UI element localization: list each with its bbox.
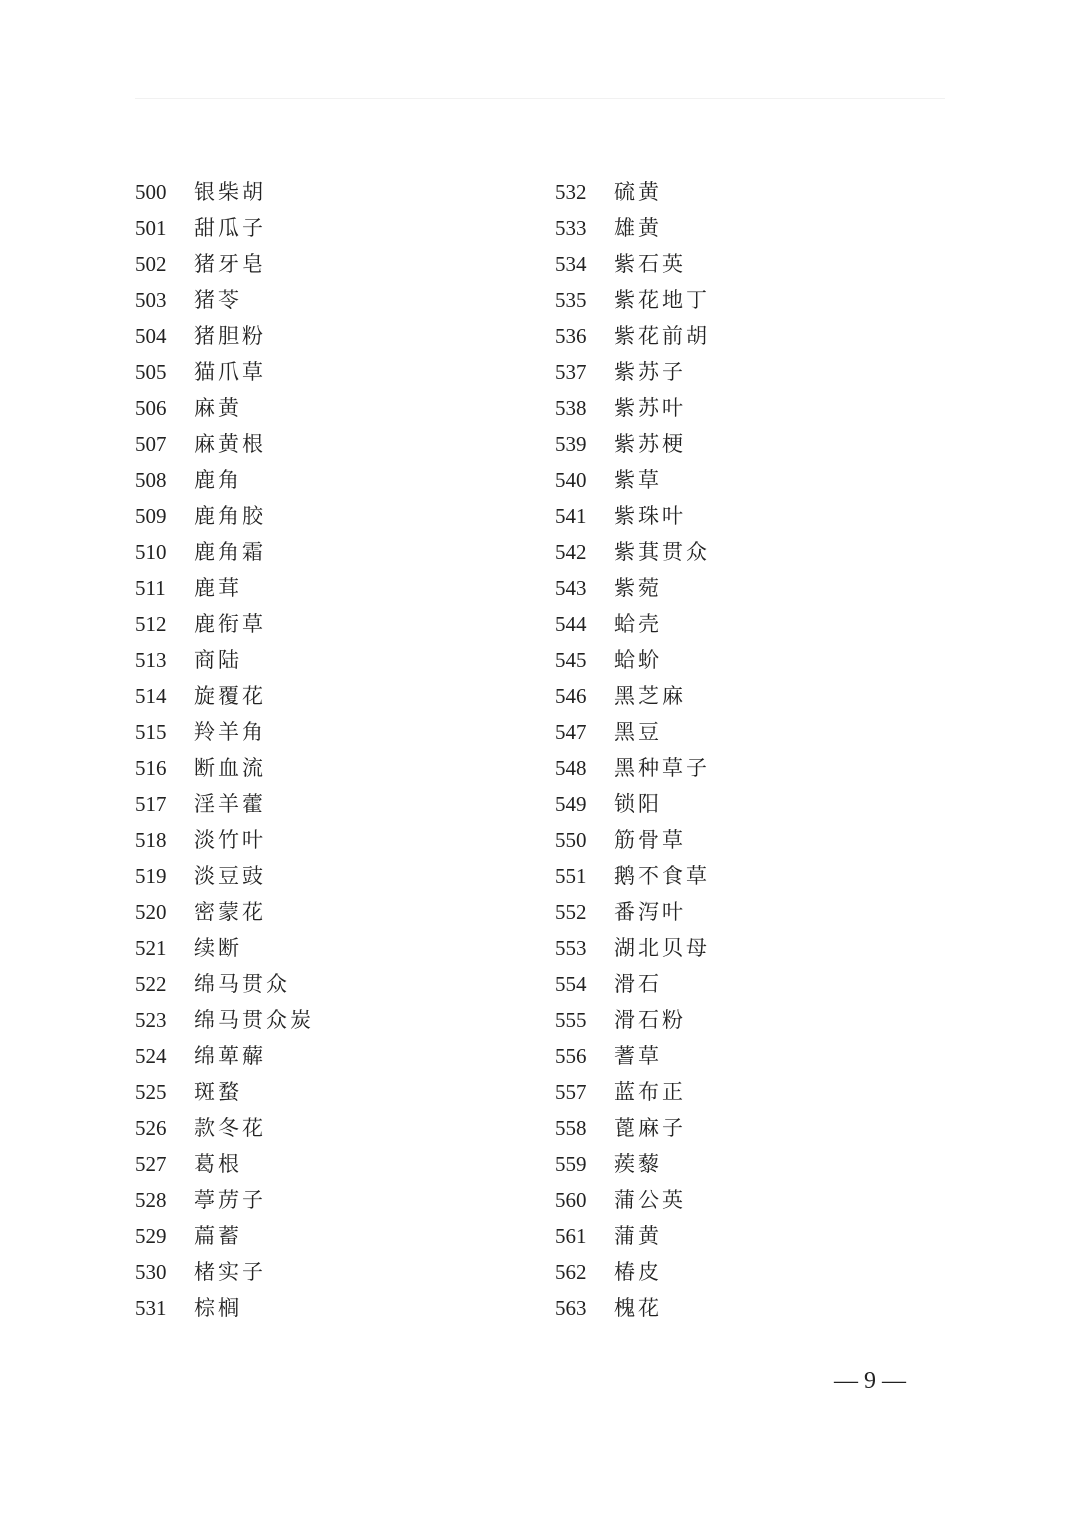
entry-name: 斑蝥 — [194, 1080, 242, 1104]
entry-number: 533 — [555, 216, 587, 240]
list-item — [135, 1218, 535, 1254]
page-number: — 9 — — [834, 1368, 906, 1394]
left-column — [135, 174, 535, 1326]
entry-name: 紫花地丁 — [614, 288, 710, 312]
entry-number: 534 — [555, 252, 587, 276]
entry-number: 544 — [555, 612, 587, 636]
list-item — [555, 642, 955, 678]
list-item — [135, 570, 535, 606]
entry-number: 557 — [555, 1080, 587, 1104]
entry-name: 棕榈 — [194, 1296, 242, 1320]
entry-name: 萹蓄 — [194, 1224, 242, 1248]
list-item — [555, 282, 955, 318]
list-item — [555, 714, 955, 750]
entry-number: 508 — [135, 468, 167, 492]
list-item — [135, 498, 535, 534]
entry-number: 503 — [135, 288, 167, 312]
entry-number: 563 — [555, 1296, 587, 1320]
entry-number: 523 — [135, 1008, 167, 1032]
entry-name: 槐花 — [614, 1296, 662, 1320]
list-item — [555, 174, 955, 210]
entry-number: 537 — [555, 360, 587, 384]
entry-number: 519 — [135, 864, 167, 888]
list-item — [135, 246, 535, 282]
entry-number: 528 — [135, 1188, 167, 1212]
entry-name: 滑石 — [614, 972, 662, 996]
entry-number: 542 — [555, 540, 587, 564]
entry-name: 绵萆薢 — [194, 1044, 266, 1068]
entry-number: 531 — [135, 1296, 167, 1320]
list-item — [555, 390, 955, 426]
list-item — [555, 318, 955, 354]
list-item — [555, 210, 955, 246]
entry-name: 蓖麻子 — [614, 1116, 686, 1140]
entry-name: 续断 — [194, 936, 242, 960]
entry-name: 淫羊藿 — [194, 792, 266, 816]
entry-number: 524 — [135, 1044, 167, 1068]
entry-number: 547 — [555, 720, 587, 744]
entry-name: 黑芝麻 — [614, 684, 686, 708]
entry-name: 番泻叶 — [614, 900, 686, 924]
entry-number: 546 — [555, 684, 587, 708]
entry-number: 509 — [135, 504, 167, 528]
list-item — [555, 1254, 955, 1290]
list-item — [135, 606, 535, 642]
entry-name: 蛤壳 — [614, 612, 662, 636]
entry-name: 紫苏子 — [614, 360, 686, 384]
list-item — [555, 462, 955, 498]
list-item — [135, 534, 535, 570]
entry-number: 527 — [135, 1152, 167, 1176]
entry-name: 猪胆粉 — [194, 324, 266, 348]
entry-number: 505 — [135, 360, 167, 384]
list-item — [135, 786, 535, 822]
list-item — [555, 1218, 955, 1254]
entry-number: 558 — [555, 1116, 587, 1140]
list-item — [135, 1002, 535, 1038]
entry-name: 鹅不食草 — [614, 864, 710, 888]
entry-number: 561 — [555, 1224, 587, 1248]
entry-name: 绵马贯众 — [194, 972, 290, 996]
entry-name: 紫苏梗 — [614, 432, 686, 456]
entry-name: 鹿角霜 — [194, 540, 266, 564]
entry-number: 562 — [555, 1260, 587, 1284]
list-item — [135, 750, 535, 786]
list-item — [135, 1074, 535, 1110]
entry-name: 黑种草子 — [614, 756, 710, 780]
entry-name: 鹿衔草 — [194, 612, 266, 636]
entry-number: 532 — [555, 180, 587, 204]
list-item — [555, 1074, 955, 1110]
entry-number: 530 — [135, 1260, 167, 1284]
entry-number: 556 — [555, 1044, 587, 1068]
list-item — [135, 174, 535, 210]
list-item — [135, 210, 535, 246]
entry-number: 516 — [135, 756, 167, 780]
list-item — [135, 1038, 535, 1074]
list-item — [555, 606, 955, 642]
entry-number: 501 — [135, 216, 167, 240]
entry-name: 黑豆 — [614, 720, 662, 744]
entry-name: 紫草 — [614, 468, 662, 492]
list-item — [135, 642, 535, 678]
entry-number: 554 — [555, 972, 587, 996]
entry-number: 559 — [555, 1152, 587, 1176]
list-item — [135, 282, 535, 318]
entry-name: 蒺藜 — [614, 1152, 662, 1176]
entry-number: 549 — [555, 792, 587, 816]
list-item — [555, 534, 955, 570]
entry-name: 滑石粉 — [614, 1008, 686, 1032]
entry-number: 535 — [555, 288, 587, 312]
entry-number: 550 — [555, 828, 587, 852]
entry-number: 543 — [555, 576, 587, 600]
list-item — [555, 678, 955, 714]
entry-number: 529 — [135, 1224, 167, 1248]
entry-number: 538 — [555, 396, 587, 420]
list-item — [555, 570, 955, 606]
list-item — [135, 714, 535, 750]
entry-name: 鹿角胶 — [194, 504, 266, 528]
entry-name: 紫苏叶 — [614, 396, 686, 420]
list-item — [135, 462, 535, 498]
list-item — [135, 930, 535, 966]
entry-number: 553 — [555, 936, 587, 960]
entry-name: 淡豆豉 — [194, 864, 266, 888]
list-item — [135, 966, 535, 1002]
list-item — [135, 426, 535, 462]
entry-name: 密蒙花 — [194, 900, 266, 924]
entry-number: 506 — [135, 396, 167, 420]
list-item — [555, 822, 955, 858]
entry-name: 断血流 — [194, 756, 266, 780]
list-item — [135, 318, 535, 354]
entry-name: 雄黄 — [614, 216, 662, 240]
entry-name: 紫花前胡 — [614, 324, 710, 348]
entry-number: 539 — [555, 432, 587, 456]
entry-name: 甜瓜子 — [194, 216, 266, 240]
entry-name: 紫珠叶 — [614, 504, 686, 528]
entry-number: 514 — [135, 684, 167, 708]
list-item — [555, 354, 955, 390]
list-item — [135, 678, 535, 714]
entry-number: 541 — [555, 504, 587, 528]
entry-number: 545 — [555, 648, 587, 672]
entry-name: 蒲公英 — [614, 1188, 686, 1212]
entry-number: 520 — [135, 900, 167, 924]
entry-number: 555 — [555, 1008, 587, 1032]
entry-name: 银柴胡 — [194, 180, 266, 204]
list-item — [135, 858, 535, 894]
list-item — [555, 894, 955, 930]
entry-name: 款冬花 — [194, 1116, 266, 1140]
entry-name: 湖北贝母 — [614, 936, 710, 960]
entry-number: 517 — [135, 792, 167, 816]
entry-name: 鹿角 — [194, 468, 242, 492]
entry-name: 蒲黄 — [614, 1224, 662, 1248]
entry-name: 猫爪草 — [194, 360, 266, 384]
entry-name: 葶苈子 — [194, 1188, 266, 1212]
entry-name: 麻黄 — [194, 396, 242, 420]
list-item — [555, 1038, 955, 1074]
entry-number: 513 — [135, 648, 167, 672]
list-item — [135, 1182, 535, 1218]
entry-name: 羚羊角 — [194, 720, 266, 744]
list-item — [555, 1110, 955, 1146]
list-item — [555, 1002, 955, 1038]
list-item — [555, 1146, 955, 1182]
list-item — [135, 1110, 535, 1146]
entry-name: 鹿茸 — [194, 576, 242, 600]
list-item — [135, 390, 535, 426]
entry-name: 蛤蚧 — [614, 648, 662, 672]
entry-number: 512 — [135, 612, 167, 636]
entry-name: 椿皮 — [614, 1260, 662, 1284]
list-item — [555, 246, 955, 282]
entry-name: 旋覆花 — [194, 684, 266, 708]
list-item — [555, 1290, 955, 1326]
entry-number: 515 — [135, 720, 167, 744]
entry-number: 500 — [135, 180, 167, 204]
entry-name: 紫菀 — [614, 576, 662, 600]
entry-name: 锁阳 — [614, 792, 662, 816]
entry-name: 硫黄 — [614, 180, 662, 204]
entry-number: 502 — [135, 252, 167, 276]
entry-number: 518 — [135, 828, 167, 852]
entry-number: 560 — [555, 1188, 587, 1212]
header-rule — [135, 98, 945, 99]
list-item — [135, 1146, 535, 1182]
entry-name: 绵马贯众炭 — [194, 1008, 314, 1032]
list-item — [135, 822, 535, 858]
entry-name: 楮实子 — [194, 1260, 266, 1284]
entry-number: 548 — [555, 756, 587, 780]
entry-number: 522 — [135, 972, 167, 996]
entry-name: 麻黄根 — [194, 432, 266, 456]
list-item — [555, 426, 955, 462]
entry-name: 筋骨草 — [614, 828, 686, 852]
list-item — [135, 1254, 535, 1290]
list-item — [555, 930, 955, 966]
entry-name: 猪牙皂 — [194, 252, 266, 276]
entry-number: 507 — [135, 432, 167, 456]
list-item — [135, 1290, 535, 1326]
entry-number: 526 — [135, 1116, 167, 1140]
entry-number: 521 — [135, 936, 167, 960]
entry-name: 淡竹叶 — [194, 828, 266, 852]
list-item — [555, 966, 955, 1002]
entry-number: 540 — [555, 468, 587, 492]
list-item — [555, 858, 955, 894]
entry-name: 蓝布正 — [614, 1080, 686, 1104]
list-item — [555, 498, 955, 534]
entry-name: 葛根 — [194, 1152, 242, 1176]
list-item — [555, 750, 955, 786]
entry-number: 504 — [135, 324, 167, 348]
entry-name: 紫萁贯众 — [614, 540, 710, 564]
entry-number: 510 — [135, 540, 167, 564]
right-column — [555, 174, 955, 1326]
entry-name: 蓍草 — [614, 1044, 662, 1068]
entry-number: 511 — [135, 576, 166, 600]
entry-name: 猪苓 — [194, 288, 242, 312]
list-item — [555, 1182, 955, 1218]
list-item — [555, 786, 955, 822]
list-item — [135, 894, 535, 930]
entry-number: 525 — [135, 1080, 167, 1104]
entry-name: 商陆 — [194, 648, 242, 672]
entry-number: 551 — [555, 864, 587, 888]
entry-number: 552 — [555, 900, 587, 924]
entry-name: 紫石英 — [614, 252, 686, 276]
entry-number: 536 — [555, 324, 587, 348]
list-item — [135, 354, 535, 390]
